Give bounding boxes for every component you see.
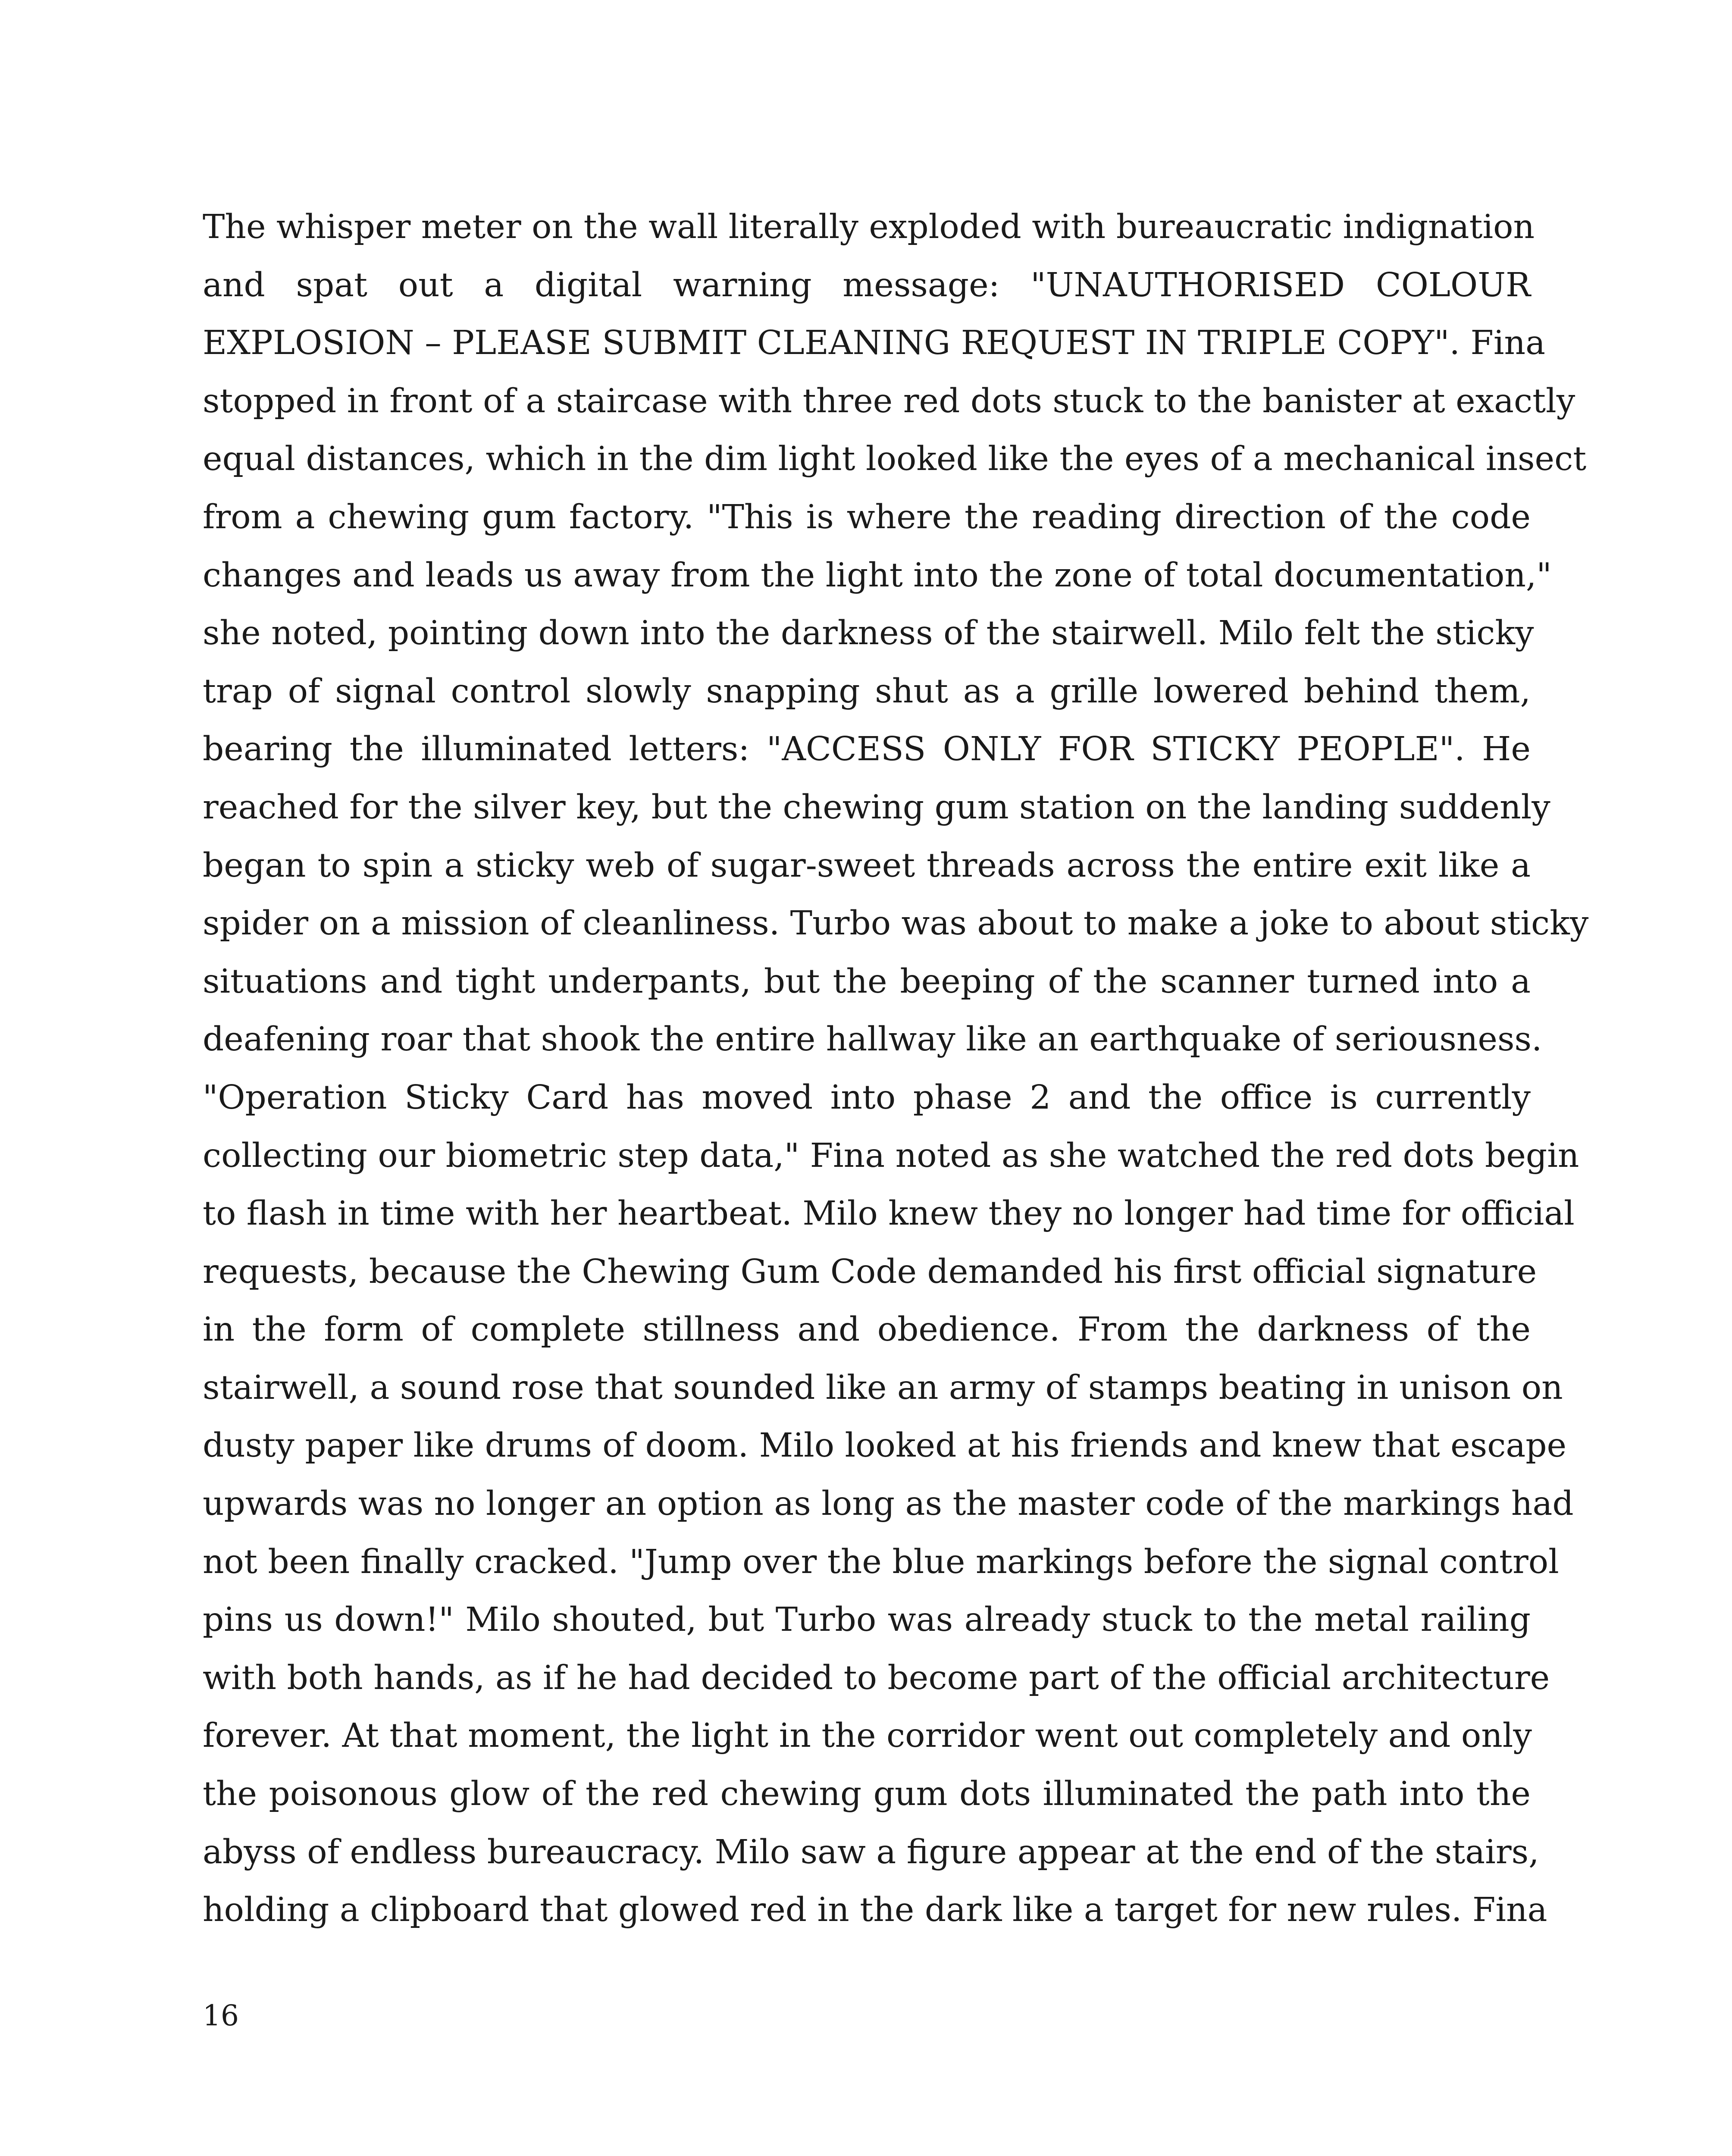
text-line: situations and tight underpants, but the beeping of the scanner turned into a bbox=[203, 962, 1531, 1001]
text-line: with both hands, as if he had decided to become part of the official architecture bbox=[203, 1658, 1550, 1697]
text-line: reached for the silver key, but the chewing gum station on the landing suddenly bbox=[203, 788, 1550, 827]
text-line: deafening roar that shook the entire hallway like an earthquake of seriousness. bbox=[203, 1020, 1542, 1059]
text-line: in the form of complete stillness and obedience. From the darkness of the bbox=[203, 1310, 1531, 1349]
text-line: stairwell, a sound rose that sounded like an army of stamps beating in unison on bbox=[203, 1368, 1563, 1407]
text-line: EXPLOSION – PLEASE SUBMIT CLEANING REQUEST IN TRIPLE COPY". Fina bbox=[203, 324, 1545, 363]
text-line: collecting our biometric step data," Fina noted as she watched the red dots begin bbox=[203, 1136, 1579, 1175]
text-line: spider on a mission of cleanliness. Turbo was about to make a joke to about sticky bbox=[203, 904, 1589, 943]
text-line: began to spin a sticky web of sugar-sweet threads across the entire exit like a bbox=[203, 846, 1531, 885]
text-line: bearing the illuminated letters: "ACCESS ONLY FOR STICKY PEOPLE". He bbox=[203, 730, 1531, 769]
body-paragraph bbox=[203, 198, 1589, 1940]
text-line: trap of signal control slowly snapping shut as a grille lowered behind them, bbox=[203, 672, 1531, 711]
text-line: "Operation Sticky Card has moved into phase 2 and the office is currently bbox=[203, 1078, 1531, 1117]
page-number: 16 bbox=[203, 1999, 239, 2032]
text-line: not been finally cracked. "Jump over the blue markings before the signal control bbox=[203, 1542, 1559, 1581]
text-line: upwards was no longer an option as long as the master code of the markings had bbox=[203, 1485, 1574, 1523]
text-line: to flash in time with her heartbeat. Milo knew they no longer had time for official bbox=[203, 1194, 1575, 1233]
text-line: the poisonous glow of the red chewing gum dots illuminated the path into the bbox=[203, 1775, 1531, 1814]
text-line: equal distances, which in the dim light looked like the eyes of a mechanical insect bbox=[203, 440, 1587, 479]
text-line: The whisper meter on the wall literally exploded with bureaucratic indignation bbox=[203, 208, 1535, 246]
text-line: forever. At that moment, the light in the corridor went out completely and only bbox=[203, 1717, 1532, 1755]
text-line: holding a clipboard that glowed red in the dark like a target for new rules. Fina bbox=[203, 1891, 1547, 1930]
text-line: requests, because the Chewing Gum Code demanded his first official signature bbox=[203, 1252, 1537, 1291]
text-line: abyss of endless bureaucracy. Milo saw a figure appear at the end of the stairs, bbox=[203, 1833, 1539, 1871]
text-line: pins us down!" Milo shouted, but Turbo was already stuck to the metal railing bbox=[203, 1601, 1531, 1639]
text-line: changes and leads us away from the light into the zone of total documentation," bbox=[203, 556, 1552, 595]
text-line: and spat out a digital warning message: "UNAUTHORISED COLOUR bbox=[203, 266, 1531, 304]
text-line: dusty paper like drums of doom. Milo looked at his friends and knew that escape bbox=[203, 1426, 1567, 1465]
text-line: stopped in front of a staircase with three red dots stuck to the banister at exactly bbox=[203, 382, 1575, 420]
text-line: she noted, pointing down into the darkness of the stairwell. Milo felt the sticky bbox=[203, 614, 1534, 653]
text-line: from a chewing gum factory. "This is where the reading direction of the code bbox=[203, 498, 1531, 536]
